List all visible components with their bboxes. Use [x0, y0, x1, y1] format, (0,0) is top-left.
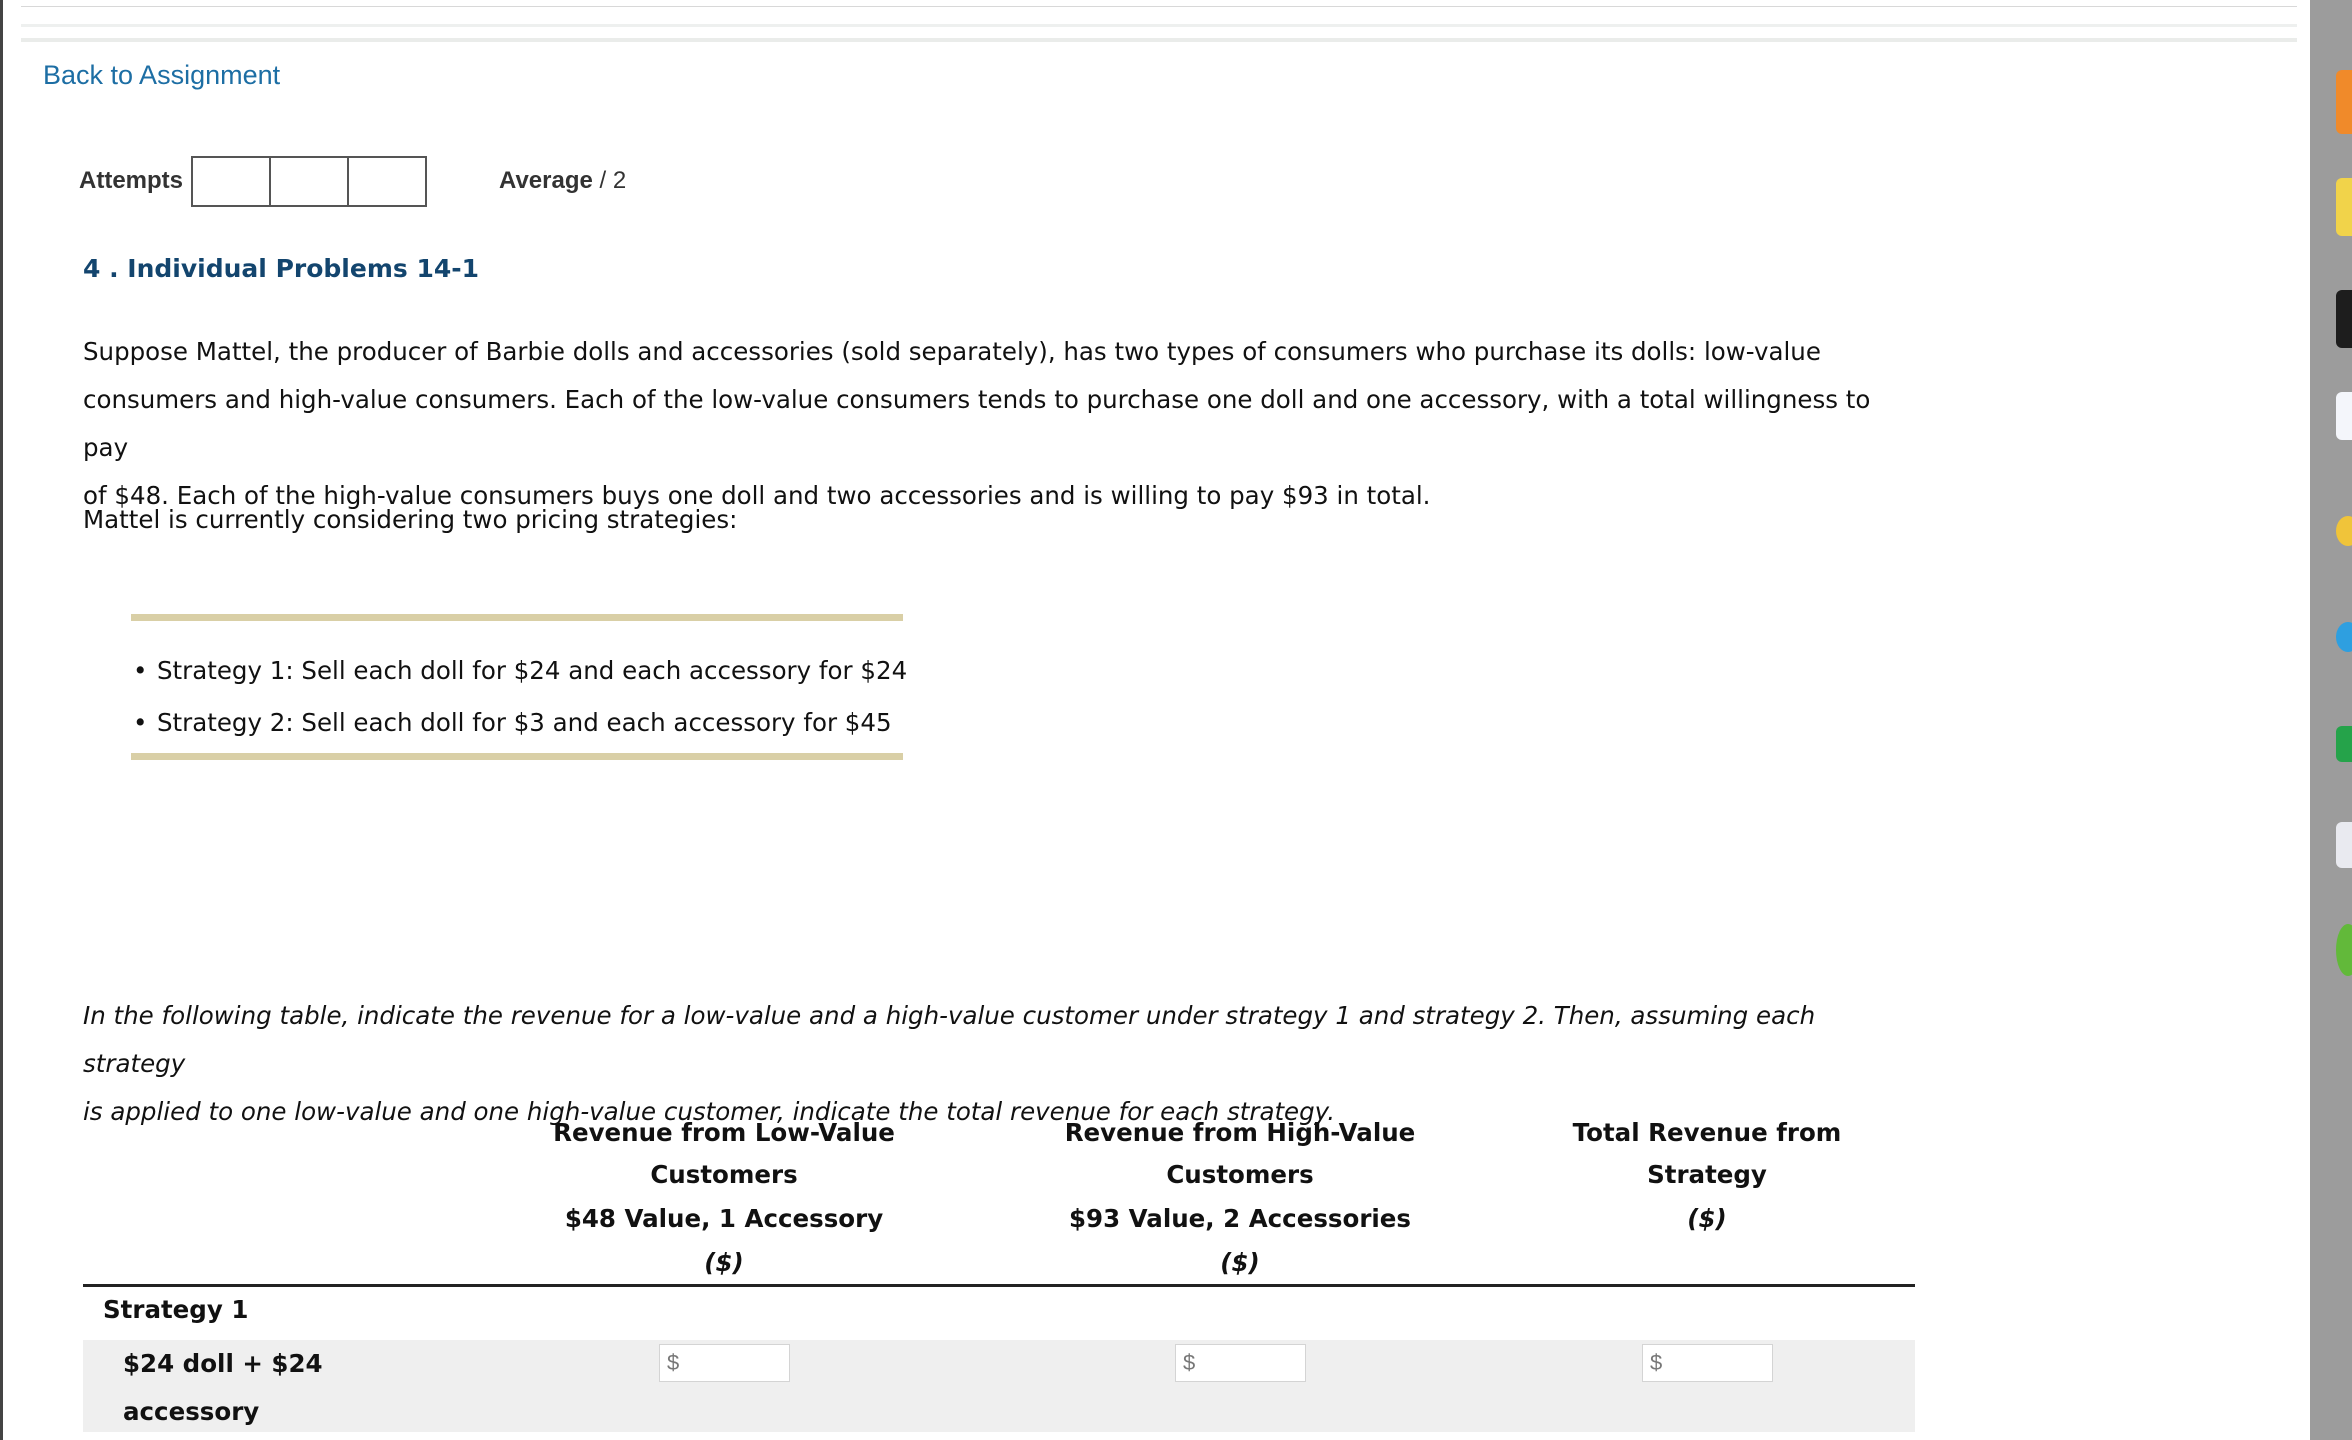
currency-symbol: $: [1650, 1350, 1663, 1375]
currency-symbol: $: [667, 1350, 680, 1375]
header-divider: [21, 6, 2297, 7]
total-revenue-input[interactable]: [1662, 1346, 1762, 1380]
instruction-line: In the following table, indicate the revenue for a low-value and a high-value customer under strategy 1 and strategy 2. Then, assuming each strategy: [83, 1001, 1816, 1078]
dock-app-icon[interactable]: [2336, 726, 2352, 762]
intro-line: consumers and high-value consumers. Each of the low-value consumers tends to purchase one doll and one accessory, with a total willingness to pay: [83, 385, 1871, 462]
column-unit: ($): [704, 1248, 744, 1277]
column-header-line: Customers: [1166, 1160, 1314, 1189]
low-value-revenue-input[interactable]: [679, 1346, 779, 1380]
column-unit: ($): [1687, 1204, 1727, 1233]
dock-app-icon[interactable]: [2336, 622, 2352, 652]
low-value-revenue-field: [659, 1344, 790, 1382]
dock-app-icon[interactable]: [2336, 178, 2352, 236]
strategies-panel: [131, 614, 908, 760]
row-label-line: $24 doll + $24: [123, 1349, 323, 1378]
back-to-assignment-link[interactable]: Back to Assignment: [43, 60, 281, 90]
column-header-line: $93 Value, 2 Accessories: [1069, 1204, 1411, 1233]
currency-symbol: $: [1183, 1350, 1196, 1375]
column-header-line: Strategy: [1647, 1160, 1767, 1189]
column-header-line: Revenue from Low-Value: [553, 1118, 895, 1147]
column-header-line: Total Revenue from: [1572, 1118, 1842, 1147]
dock-app-icon[interactable]: [2336, 70, 2352, 134]
dock-app-icon[interactable]: [2336, 516, 2352, 546]
column-header-total: [1527, 1112, 1887, 1240]
attempt-slot: [347, 156, 427, 207]
problem-intro: [83, 328, 1913, 520]
row-label: [123, 1340, 483, 1436]
attempts-label: Attempts: [79, 167, 184, 194]
high-value-revenue-input[interactable]: [1195, 1346, 1295, 1380]
dock-app-icon[interactable]: [2336, 924, 2352, 976]
column-unit: ($): [1220, 1248, 1260, 1277]
strategy-item: • Strategy 2: Sell each doll for $3 and each accessory for $45: [131, 697, 907, 749]
high-value-revenue-field: [1175, 1344, 1306, 1382]
table-header-rule: [83, 1284, 1915, 1287]
row-label-line: accessory: [123, 1397, 260, 1426]
average-score: [499, 167, 626, 195]
column-header-high-value: [1000, 1112, 1480, 1284]
intro-line: Suppose Mattel, the producer of Barbie dolls and accessories (sold separately), has two types of consumers who purchase its dolls: low-value: [83, 337, 1821, 366]
attempts-tracker: [191, 156, 425, 207]
average-value: / 2: [599, 167, 627, 194]
total-revenue-field: [1642, 1344, 1773, 1382]
strategies-intro: Mattel is currently considering two pricing strategies:: [83, 505, 738, 534]
dock-app-icon[interactable]: [2336, 290, 2352, 348]
column-header-line: Customers: [650, 1160, 798, 1189]
dock-strip: [2310, 0, 2352, 1440]
strategies-list: [131, 645, 907, 749]
strategy-group-label: Strategy 1: [103, 1295, 249, 1324]
instruction-line: is applied to one low-value and one high-value customer, indicate the total revenue for each strategy.: [83, 1097, 1336, 1126]
attempt-slot: [191, 156, 271, 207]
column-header-line: Revenue from High-Value: [1064, 1118, 1416, 1147]
column-header-line: $48 Value, 1 Accessory: [564, 1204, 884, 1233]
dock-app-icon[interactable]: [2336, 822, 2352, 868]
problem-title: 4 . Individual Problems 14-1: [83, 254, 480, 283]
strategy-item: • Strategy 1: Sell each doll for $24 and each accessory for $24: [131, 645, 907, 697]
attempt-slot: [269, 156, 349, 207]
average-label: Average: [499, 167, 593, 194]
header-divider: [21, 38, 2297, 42]
column-header-low-value: [484, 1112, 964, 1284]
intro-line: of $48. Each of the high-value consumers buys one doll and two accessories and is willing to pay $93 in total.: [83, 481, 1431, 510]
dock-app-icon[interactable]: [2336, 392, 2352, 440]
header-divider: [21, 24, 2297, 27]
